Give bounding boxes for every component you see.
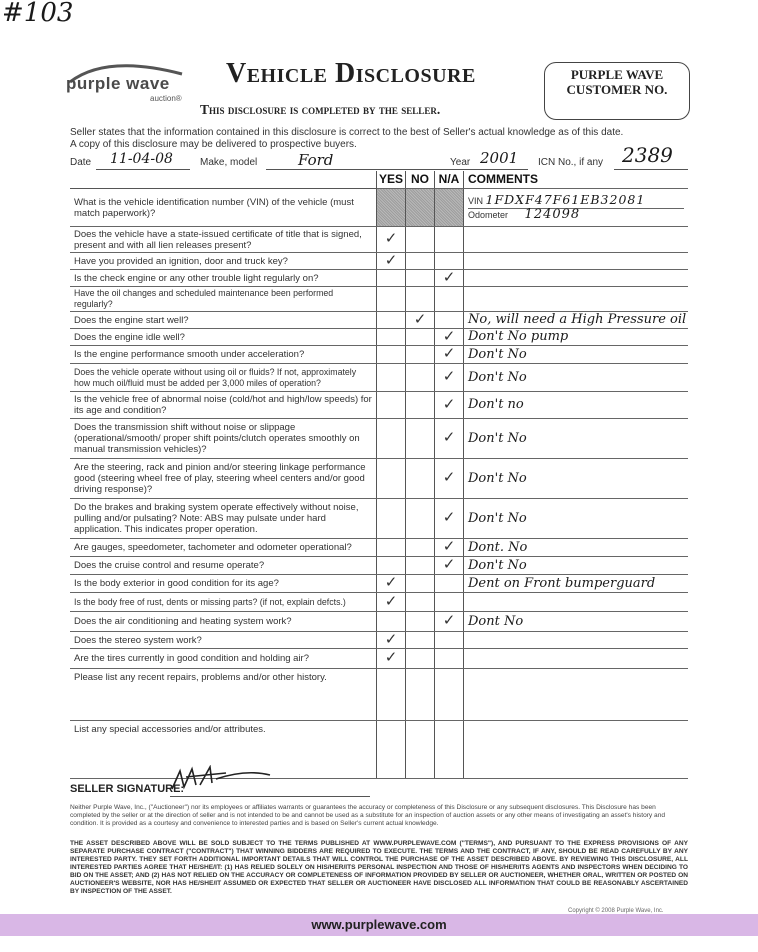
- checkmark-icon: ✓: [442, 267, 456, 286]
- yes-cell[interactable]: [377, 459, 406, 499]
- checkmark-icon: ✓: [442, 428, 456, 446]
- date-label: Date: [70, 157, 92, 168]
- no-cell[interactable]: [406, 227, 435, 253]
- no-cell[interactable]: [406, 632, 435, 649]
- checkmark-icon: ✓: [442, 367, 456, 385]
- repairs-na-cell: [435, 669, 464, 721]
- na-cell[interactable]: [435, 649, 464, 669]
- year-value[interactable]: 2001: [480, 149, 519, 167]
- checkmark-icon: ✓: [442, 611, 456, 629]
- no-cell[interactable]: [406, 499, 435, 539]
- vin-yes-shaded: [377, 189, 406, 227]
- table-row: [70, 539, 688, 557]
- na-cell[interactable]: [435, 612, 464, 632]
- disclosure-table: [70, 171, 688, 779]
- accessories-row: [70, 721, 688, 779]
- na-cell[interactable]: [435, 459, 464, 499]
- yes-cell[interactable]: [377, 392, 406, 419]
- customer-number-box: [544, 62, 690, 120]
- comment-cell[interactable]: [464, 419, 689, 459]
- comment-cell[interactable]: [464, 329, 689, 346]
- question-text: Does the stereo system work?: [70, 632, 377, 649]
- comment-text: Don't No: [468, 510, 527, 526]
- na-cell[interactable]: [435, 326, 464, 346]
- comment-text: Don't No: [468, 346, 527, 362]
- question-text: Does the vehicle operate without using oil or fluids? If not, approximately how much oil/fluid must be added per 3,000 miles of operation?: [70, 364, 377, 392]
- question-text: Have the oil changes and scheduled maintenance been performed regularly?: [70, 287, 377, 312]
- na-cell[interactable]: [435, 267, 464, 287]
- comment-text: Don't no: [468, 397, 524, 412]
- table-row: [70, 632, 688, 649]
- yes-cell[interactable]: [377, 250, 406, 270]
- checkmark-icon: ✓: [384, 629, 398, 648]
- table-row: [70, 287, 688, 312]
- comment-text: Dent on Front bumperguard: [468, 575, 656, 591]
- question-text: Are the steering, rack and pinion and/or steering linkage performance good (steering wheel free of play, steering wheel centers and/or good driving response)?: [70, 459, 377, 499]
- na-cell[interactable]: [435, 227, 464, 253]
- comment-cell[interactable]: [464, 459, 689, 499]
- na-cell[interactable]: [435, 632, 464, 649]
- checkmark-icon: ✓: [384, 229, 398, 247]
- document-title: Vehicle Disclosure: [226, 58, 476, 89]
- no-cell[interactable]: [406, 309, 435, 329]
- vin-no-shaded: [406, 189, 435, 227]
- na-cell[interactable]: [435, 575, 464, 593]
- purple-wave-logo: [66, 60, 196, 106]
- comment-cell[interactable]: [464, 392, 689, 419]
- comment-text: No, will need a High Pressure oil: [468, 312, 687, 327]
- question-text: Is the body exterior in good condition for its age?: [70, 575, 377, 593]
- repairs-label: Please list any recent repairs, problems and/or other history.: [70, 669, 377, 721]
- checkmark-icon: ✓: [384, 591, 398, 610]
- accessories-comment-cell[interactable]: [464, 721, 689, 779]
- no-cell[interactable]: [406, 539, 435, 557]
- comment-text: Dont. No: [468, 539, 528, 555]
- logo-wordmark: purple wave: [66, 74, 170, 93]
- date-value[interactable]: 11-04-08: [110, 151, 173, 167]
- question-text: Are the tires currently in good condition and holding air?: [70, 649, 377, 669]
- no-cell[interactable]: [406, 419, 435, 459]
- table-row: [70, 312, 688, 329]
- comment-text: Dont No: [468, 613, 524, 629]
- checkmark-icon: ✓: [413, 309, 427, 328]
- odometer-label: Odometer: [468, 210, 509, 220]
- yes-cell[interactable]: [377, 629, 406, 649]
- question-column-header: [70, 171, 377, 189]
- table-row: [70, 575, 688, 593]
- question-text: Are gauges, speedometer, tachometer and odometer operational?: [70, 539, 377, 557]
- question-text: Does the engine start well?: [70, 312, 377, 329]
- checkmark-icon: ✓: [384, 250, 398, 269]
- checkmark-icon: ✓: [442, 555, 456, 573]
- vin-label: VIN: [468, 196, 484, 206]
- signature-mark-icon[interactable]: [166, 765, 276, 791]
- repairs-row: [70, 669, 688, 721]
- vin-comments: [464, 189, 689, 227]
- table-row: [70, 593, 688, 612]
- comment-cell[interactable]: [464, 270, 689, 287]
- checkmark-icon: ✓: [442, 468, 456, 486]
- comment-cell[interactable]: [464, 649, 689, 669]
- table-row: [70, 419, 688, 459]
- no-column-header: NO: [406, 171, 435, 189]
- seller-statement: [70, 127, 690, 151]
- yes-cell[interactable]: [377, 575, 406, 593]
- comment-text: Don't No: [468, 470, 527, 486]
- no-cell[interactable]: [406, 287, 435, 312]
- no-cell[interactable]: [406, 593, 435, 612]
- accessories-na-cell: [435, 721, 464, 779]
- make-model-label: Make, model: [200, 157, 258, 168]
- odometer-value[interactable]: 124098: [524, 207, 581, 222]
- table-row: [70, 329, 688, 346]
- year-label: Year: [450, 157, 471, 168]
- question-text: Is the vehicle free of abnormal noise (cold/hot and high/low speeds) for its age and condition?: [70, 392, 377, 419]
- footer-url-bar[interactable]: www.purplewave.com: [0, 914, 758, 936]
- na-cell[interactable]: [435, 499, 464, 539]
- no-cell[interactable]: [406, 253, 435, 270]
- yes-cell[interactable]: [377, 499, 406, 539]
- checkmark-icon: ✓: [442, 326, 456, 345]
- comment-cell[interactable]: [464, 557, 689, 575]
- customer-box-line1: PURPLE WAVE: [570, 67, 664, 82]
- table-row: [70, 459, 688, 499]
- statement-line-1: Seller states that the information contained in this disclosure is correct to the best of Seller's actual knowledge as of this date.: [70, 127, 624, 138]
- yes-cell[interactable]: [377, 227, 406, 253]
- logo-subtext: auction®: [150, 94, 182, 103]
- comment-cell[interactable]: [464, 593, 689, 612]
- question-text: Does the transmission shift without noise or slippage (operational/smooth/ proper shift points/clutch operates smoothly on manual transmission vehicles)?: [70, 419, 377, 459]
- table-row: [70, 557, 688, 575]
- document-subtitle: This disclosure is completed by the seller.: [200, 102, 441, 117]
- na-cell[interactable]: [435, 557, 464, 575]
- no-cell[interactable]: [406, 612, 435, 632]
- checkmark-icon: ✓: [384, 648, 398, 666]
- table-row: [70, 364, 688, 392]
- comment-cell[interactable]: [464, 364, 689, 392]
- comment-cell[interactable]: [464, 287, 689, 312]
- comments-column-header: COMMENTS: [464, 171, 689, 189]
- no-cell[interactable]: [406, 392, 435, 419]
- no-cell[interactable]: [406, 270, 435, 287]
- na-cell[interactable]: [435, 392, 464, 419]
- question-text: Does the air conditioning and heating system work?: [70, 612, 377, 632]
- icn-label: ICN No., if any: [538, 157, 604, 168]
- no-cell[interactable]: [406, 346, 435, 364]
- yes-cell[interactable]: [377, 649, 406, 669]
- question-text: Is the check engine or any other trouble light regularly on?: [70, 270, 377, 287]
- question-text: Have you provided an ignition, door and truck key?: [70, 253, 377, 270]
- checkmark-icon: ✓: [442, 537, 456, 555]
- table-row: [70, 499, 688, 539]
- disclaimer-text: Neither Purple Wave, Inc., ("Auctioneer") nor its employees or affiliates warrants or guarantees the accuracy or completeness of this Disclosure or any subsequent disclosures. This Disclosure has been completed by the seller or at the direction of seller and is not intended to be and cannot be used as a substitute for an inspection of auction assets or any other means of investigating an asset's history and condition. It is provided as a courtesy and convenience to interested parties and is based on Seller's current actual knowledge.: [70, 804, 666, 827]
- make-model-value[interactable]: Ford: [298, 151, 334, 169]
- comment-cell[interactable]: [464, 539, 689, 557]
- table-row: [70, 392, 688, 419]
- accessories-label: List any special accessories and/or attributes.: [70, 721, 377, 779]
- checkmark-icon: ✓: [384, 573, 398, 591]
- na-cell[interactable]: [435, 593, 464, 612]
- yes-cell[interactable]: [377, 539, 406, 557]
- no-cell[interactable]: [406, 459, 435, 499]
- na-cell[interactable]: [435, 346, 464, 364]
- yes-column-header: YES: [377, 171, 406, 189]
- na-cell[interactable]: [435, 364, 464, 392]
- na-cell[interactable]: [435, 287, 464, 312]
- statement-line-2: A copy of this disclosure may be delivered to prospective buyers.: [70, 139, 357, 150]
- table-header-row: [70, 171, 688, 189]
- table-row: [70, 346, 688, 364]
- comment-text: Don't No: [468, 369, 527, 385]
- question-text: Does the engine idle well?: [70, 329, 377, 346]
- na-column-header: N/A: [435, 171, 464, 189]
- comment-cell[interactable]: [464, 632, 689, 649]
- yes-cell[interactable]: [377, 593, 406, 612]
- vin-value[interactable]: 1FDXF47F61EB32081: [485, 192, 646, 207]
- yes-cell[interactable]: [377, 364, 406, 392]
- icn-value[interactable]: 2389: [622, 143, 673, 167]
- question-text: Is the body free of rust, dents or missing parts? (if not, explain defcts.): [70, 593, 377, 612]
- comment-text: Don't No: [468, 557, 527, 573]
- accessories-no-cell: [406, 721, 435, 779]
- question-text: Does the vehicle have a state-issued certificate of title that is signed, present and with all lien releases present?: [70, 227, 377, 253]
- no-cell[interactable]: [406, 649, 435, 669]
- repairs-comment-cell[interactable]: [464, 669, 689, 721]
- vin-row: [70, 189, 688, 227]
- table-row: [70, 612, 688, 632]
- comment-text: Don't No pump: [468, 329, 569, 344]
- yes-cell[interactable]: [377, 312, 406, 329]
- yes-cell[interactable]: [377, 557, 406, 575]
- na-cell[interactable]: [435, 419, 464, 459]
- yes-cell[interactable]: [377, 419, 406, 459]
- no-cell[interactable]: [406, 557, 435, 575]
- customer-box-line2: CUSTOMER NO.: [566, 82, 668, 97]
- repairs-yes-cell: [377, 669, 406, 721]
- comment-cell[interactable]: [464, 612, 689, 632]
- yes-cell[interactable]: [377, 287, 406, 312]
- table-row: [70, 649, 688, 669]
- signature-label: SELLER SIGNATURE:: [70, 783, 185, 795]
- disclosure-form: [70, 171, 688, 779]
- comment-cell[interactable]: [464, 227, 689, 253]
- yes-cell[interactable]: [377, 346, 406, 364]
- checkmark-icon: ✓: [442, 508, 456, 526]
- table-row: [70, 227, 688, 253]
- terms-text: THE ASSET DESCRIBED ABOVE WILL BE SOLD SUBJECT TO THE TERMS PUBLISHED AT WWW.PURPLEWAVE.COM ("TERMS"), AND PURSUANT TO THE EXPRESS PROVISIONS OF ANY SEPARATE PURCHASE CONTRACT ("CONTRACT") THAT WINNING BIDDERS ARE REQUIRED TO EXECUTE. THE TERMS AND THE CONTRACT, IF ANY, SHOULD BE READ CAREFULLY BY ANY INTERESTED PARTY. THEY SET FORTH ADDITIONAL IMPORTANT DETAILS THAT WILL CONTROL THE PURCHASE OF THE ASSET DESCRIBED ABOVE. BY REVIEWING THIS DISCLOSURE, ALL INTERESTED PARTIES AGREE THAT HE/SHE/IT: (1) HAS RELIED SOLELY ON HIS/HER/ITS PERSONAL INSPECTION AND THOSE OF HIS/HER/ITS AGENTS AND INSPECTORS WHEN DECIDING TO BID ON THE ASSET; AND (2) HAS NOT RELIED ON THE ACCURACY OR COMPLETENESS OF INFORMATION PROVIDED BY SELLER OR AUCTIONEER, WHETHER ORAL, WRITTEN OR POSTED ON AUCTIONEER'S WEBSITE, NOR HAS HE/SHE/IT ASSUMED OR EXPECTED THAT SELLER OR AUCTIONEER HAVE DISCLOSED ALL INFORMATION THAT COULD BE REASONABLY ASCERTAINED BY INSPECTION OF THE ASSET.: [70, 840, 688, 895]
- question-text: Is the engine performance smooth under acceleration?: [70, 346, 377, 364]
- repairs-no-cell: [406, 669, 435, 721]
- vin-question: What is the vehicle identification number (VIN) of the vehicle (must match paperwork)?: [70, 189, 377, 227]
- no-cell[interactable]: [406, 575, 435, 593]
- accessories-yes-cell: [377, 721, 406, 779]
- comment-cell[interactable]: [464, 575, 689, 593]
- na-cell[interactable]: [435, 539, 464, 557]
- checkmark-icon: ✓: [442, 344, 456, 362]
- comment-cell[interactable]: [464, 312, 689, 329]
- copyright-text: Copyright © 2008 Purple Wave, Inc.: [568, 908, 664, 914]
- lot-number: #103: [2, 0, 74, 28]
- no-cell[interactable]: [406, 364, 435, 392]
- comment-cell[interactable]: [464, 253, 689, 270]
- signature-line: [170, 796, 370, 797]
- question-text: Does the cruise control and resume operate?: [70, 557, 377, 575]
- vin-na-shaded: [435, 189, 464, 227]
- yes-cell[interactable]: [377, 270, 406, 287]
- table-row: [70, 253, 688, 270]
- comment-text: Don't No: [468, 430, 527, 446]
- no-cell[interactable]: [406, 329, 435, 346]
- yes-cell[interactable]: [377, 329, 406, 346]
- question-text: Do the brakes and braking system operate effectively without noise, pulling and/or pulsating? Note: ABS may pulsate under hard application. This indicates proper operation.: [70, 499, 377, 539]
- comment-cell[interactable]: [464, 346, 689, 364]
- yes-cell[interactable]: [377, 612, 406, 632]
- comment-cell[interactable]: [464, 499, 689, 539]
- table-row: [70, 270, 688, 287]
- checkmark-icon: ✓: [442, 394, 456, 413]
